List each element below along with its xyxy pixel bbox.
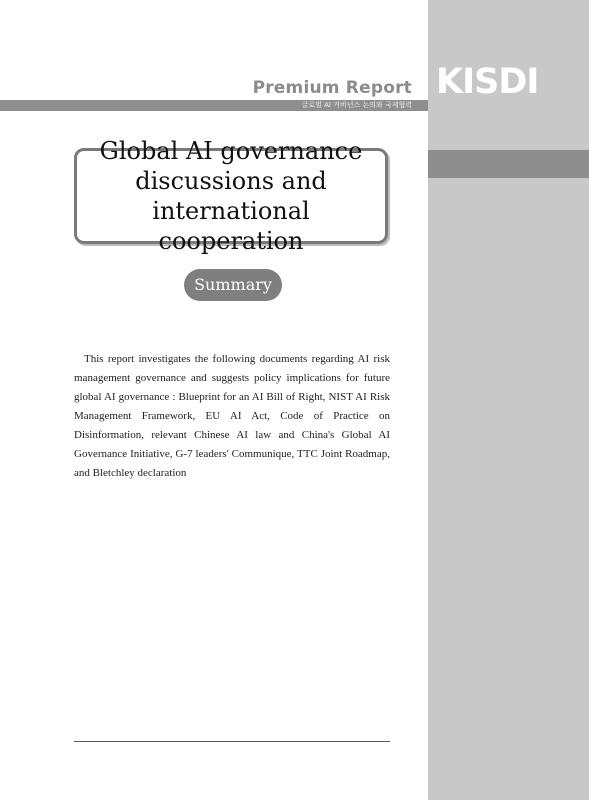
kisdi-logo: KISDI (436, 62, 539, 102)
header-subtitle: 글로벌 AI 거버넌스 논의와 국제협력 (301, 101, 412, 109)
document-title: Global AI governance discussions and international cooperation (99, 137, 363, 255)
title-box (74, 137, 388, 255)
right-sidebar-band (428, 0, 589, 800)
summary-badge: Summary (184, 269, 282, 301)
header-brand: Premium Report (252, 78, 412, 98)
summary-paragraph: This report investigates the following documents regarding AI risk management governance and suggests policy implications for future global AI governance : Blueprint for an AI Bill of Right, NIST AI Risk Management Framework, EU AI Act, Code of Practice on Disinformation, relevant Chinese AI law and China's Global AI Governance Initiative, G-7 leaders' Communique, TTC Joint Roadmap, and Bletchley declaration (74, 353, 390, 479)
sidebar-tab-marker (428, 150, 589, 178)
footer-divider (74, 741, 390, 742)
